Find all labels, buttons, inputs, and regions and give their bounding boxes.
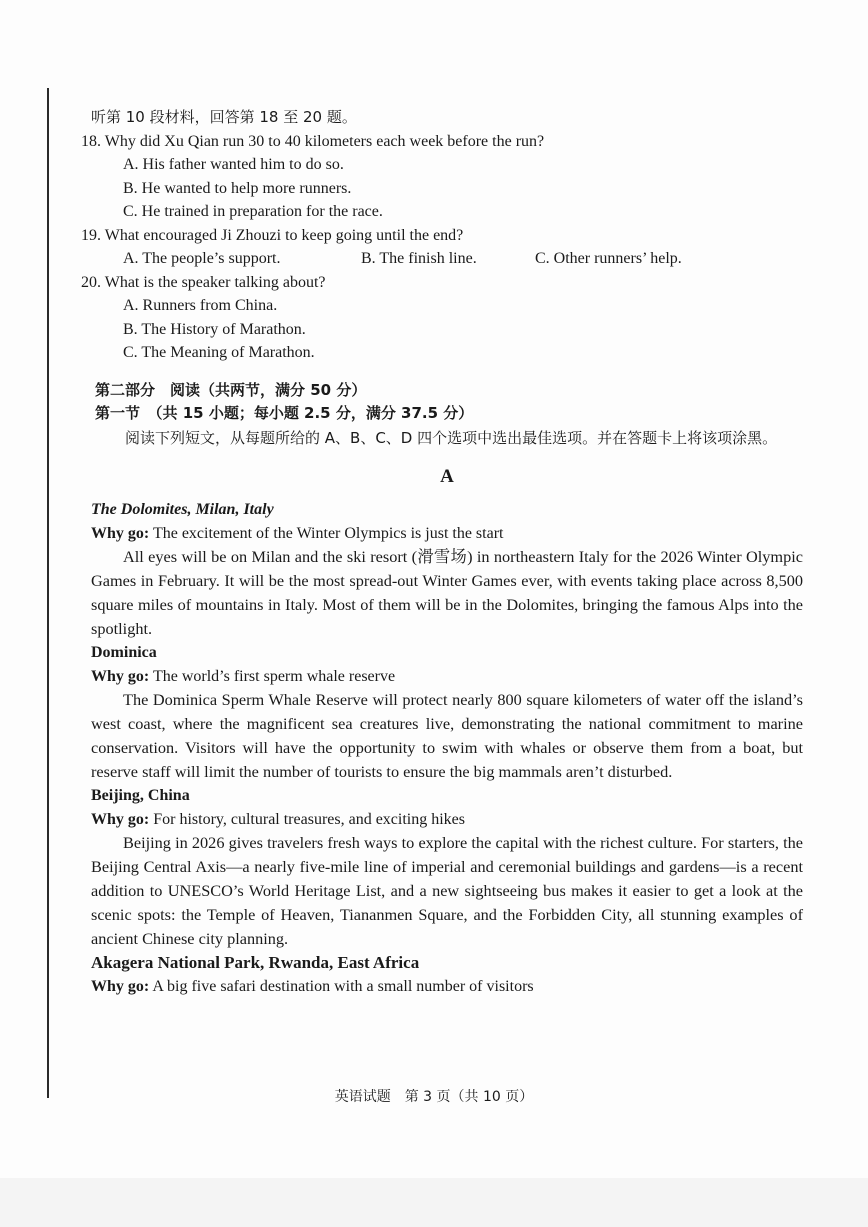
entry-title-akagera: Akagera National Park, Rwanda, East Africa [91,953,420,972]
entry-why-dominica [91,665,803,689]
entry-body-beijing: Beijing in 2026 gives travelers fresh ways to explore the capital with the richest culture. For starters, the Beijing Central Axis—a nearly five-mile line of imperial and ceremonial buildings and gardens—is a recent addition to UNESCO’s World Heritage List, and a new sightseeing bus makes it easier to get a look at the scenic spots: the Temple of Heaven, Tiananmen Square, and the Forbidden City, all stunning examples of ancient Chinese city planning. [91,833,803,948]
entry-why-beijing [91,808,803,832]
entry-title-beijing: Beijing, China [91,787,190,804]
question-19-stem: 19. What encouraged Ji Zhouzi to keep going until the end? [81,226,464,244]
question-20-stem: 20. What is the speaker talking about? [81,273,326,291]
why-go-label: Why go: [91,810,150,828]
margin-line [47,88,49,1098]
entry-why-akagera [91,975,803,999]
entry-body-dominica: The Dominica Sperm Whale Reserve will protect nearly 800 square kilometers of water off the island’s west coast, where the magnificent sea creatures live, demonstrating the national commitment to marine conservation. Visitors will have the opportunity to swim with whales or observe them from a boat, but reserve staff will limit the number of tourists to ensure the big mammals aren’t disturbed. [91,690,803,781]
entry-title-dominica: Dominica [91,644,157,661]
scan-bottom-edge [0,1178,868,1227]
question-18-stem: 18. Why did Xu Qian run 30 to 40 kilometers each week before the run? [81,132,545,150]
listening-instruction: 听第 10 段材料，回答第 18 至 20 题。 [91,108,357,126]
page-content [81,106,803,998]
question-19-option-c: C. Other runners’ help. [535,250,682,267]
question-18-option-b: B. He wanted to help more runners. [123,179,352,197]
why-go-label: Why go: [91,524,150,542]
question-19-options [91,247,803,271]
question-19-option-a: A. The people’s support. [123,250,281,267]
entry-why-dolomites [91,522,803,546]
question-20-option-b: B. The History of Marathon. [123,320,306,338]
passage-label: A [440,465,454,487]
reading-section-title: 第一节 （共 15 小题；每小题 2.5 分，满分 37.5 分） [95,404,474,422]
question-19-option-b: B. The finish line. [361,250,477,267]
question-18-option-c: C. He trained in preparation for the race. [123,203,383,220]
question-20-option-c: C. The Meaning of Marathon. [123,344,315,361]
why-go-text: A big five safari destination with a small number of visitors [149,977,534,995]
entry-body-dolomites: All eyes will be on Milan and the ski resort (滑雪场) in northeastern Italy for the 2026 Winter Olympic Games in February. It will be the most spread-out Winter Games ever, with events taking place across 8,500 square miles of mountains in Italy. Most of them will be in the Dolomites, bringing the famous Alps into the spotlight. [91,547,803,638]
entry-title-dolomites: The Dolomites, Milan, Italy [91,501,274,518]
why-go-text: The world’s first sperm whale reserve [149,667,396,685]
question-20-option-a: A. Runners from China. [123,297,278,314]
why-go-text: For history, cultural treasures, and exciting hikes [149,810,466,828]
reading-part-title: 第二部分 阅读（共两节，满分 50 分） [95,380,367,399]
why-go-label: Why go: [91,977,150,995]
why-go-text: The excitement of the Winter Olympics is just the start [149,524,504,542]
question-18-option-a: A. His father wanted him to do so. [123,156,344,173]
reading-instruction: 阅读下列短文，从每题所给的 A、B、C、D 四个选项中选出最佳选项。并在答题卡上将该项涂黑。 [125,428,778,447]
why-go-label: Why go: [91,667,150,685]
page-footer: 英语试题 第 3 页（共 10 页） [334,1089,534,1105]
